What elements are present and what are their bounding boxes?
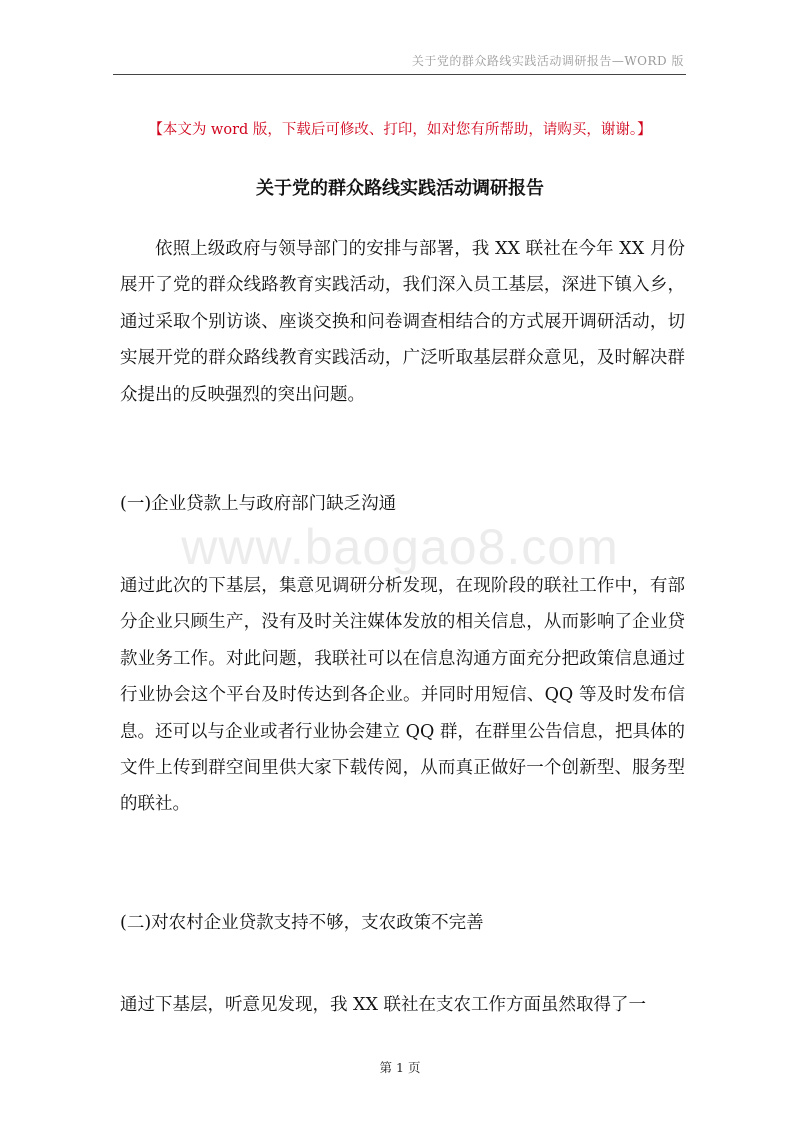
document-title: 关于党的群众路线实践活动调研报告 bbox=[256, 178, 544, 199]
watermark: www.baogao8.com bbox=[181, 519, 619, 575]
section-heading-2: (二)对农村企业贷款支持不够，支农政策不完善 bbox=[120, 913, 484, 933]
page-number: 第 1 页 bbox=[379, 1060, 421, 1075]
section-heading-1: (一)企业贷款上与政府部门缺乏沟通 bbox=[120, 494, 397, 514]
header-divider bbox=[113, 74, 686, 75]
intro-paragraph: 依照上级政府与领导部门的安排与部署，我 XX 联社在今年 XX 月份展开了党的群众线路教育实践活动，我们深入员工基层，深进下镇入乡，通过采取个别访谈、座谈交换和问卷调查相结合的方式展开调研活动，切实展开党的群众路线教育实践活动，广泛听取基层群众意见，及时解决群众提出的反映强烈的突出问题。 bbox=[120, 239, 685, 405]
download-notice: 【本文为 word 版，下载后可修改、打印，如对您有所帮助，请购买，谢谢。】 bbox=[148, 122, 652, 138]
section-body-1: 通过此次的下基层，集意见调研分析发现，在现阶段的联社工作中，有部分企业只顾生产，没有及时关注媒体发放的相关信息，从而影响了企业贷款业务工作。对此问题，我联社可以在信息沟通方面充分把政策信息通过行业协会这个平台及时传达到各企业。并同时用短信、QQ 等及时发布信息。还可以与企业或者行业协会建立 QQ 群，在群里公告信息，把具体的文件上传到群空间里供大家下载传阅，从而真正做好一个创新型、服务型的联社。 bbox=[120, 576, 685, 815]
section-body-2: 通过下基层，听意见发现，我 XX 联社在支农工作方面虽然取得了一 bbox=[120, 995, 647, 1015]
running-header: 关于党的群众路线实践活动调研报告—WORD 版 bbox=[411, 54, 684, 68]
